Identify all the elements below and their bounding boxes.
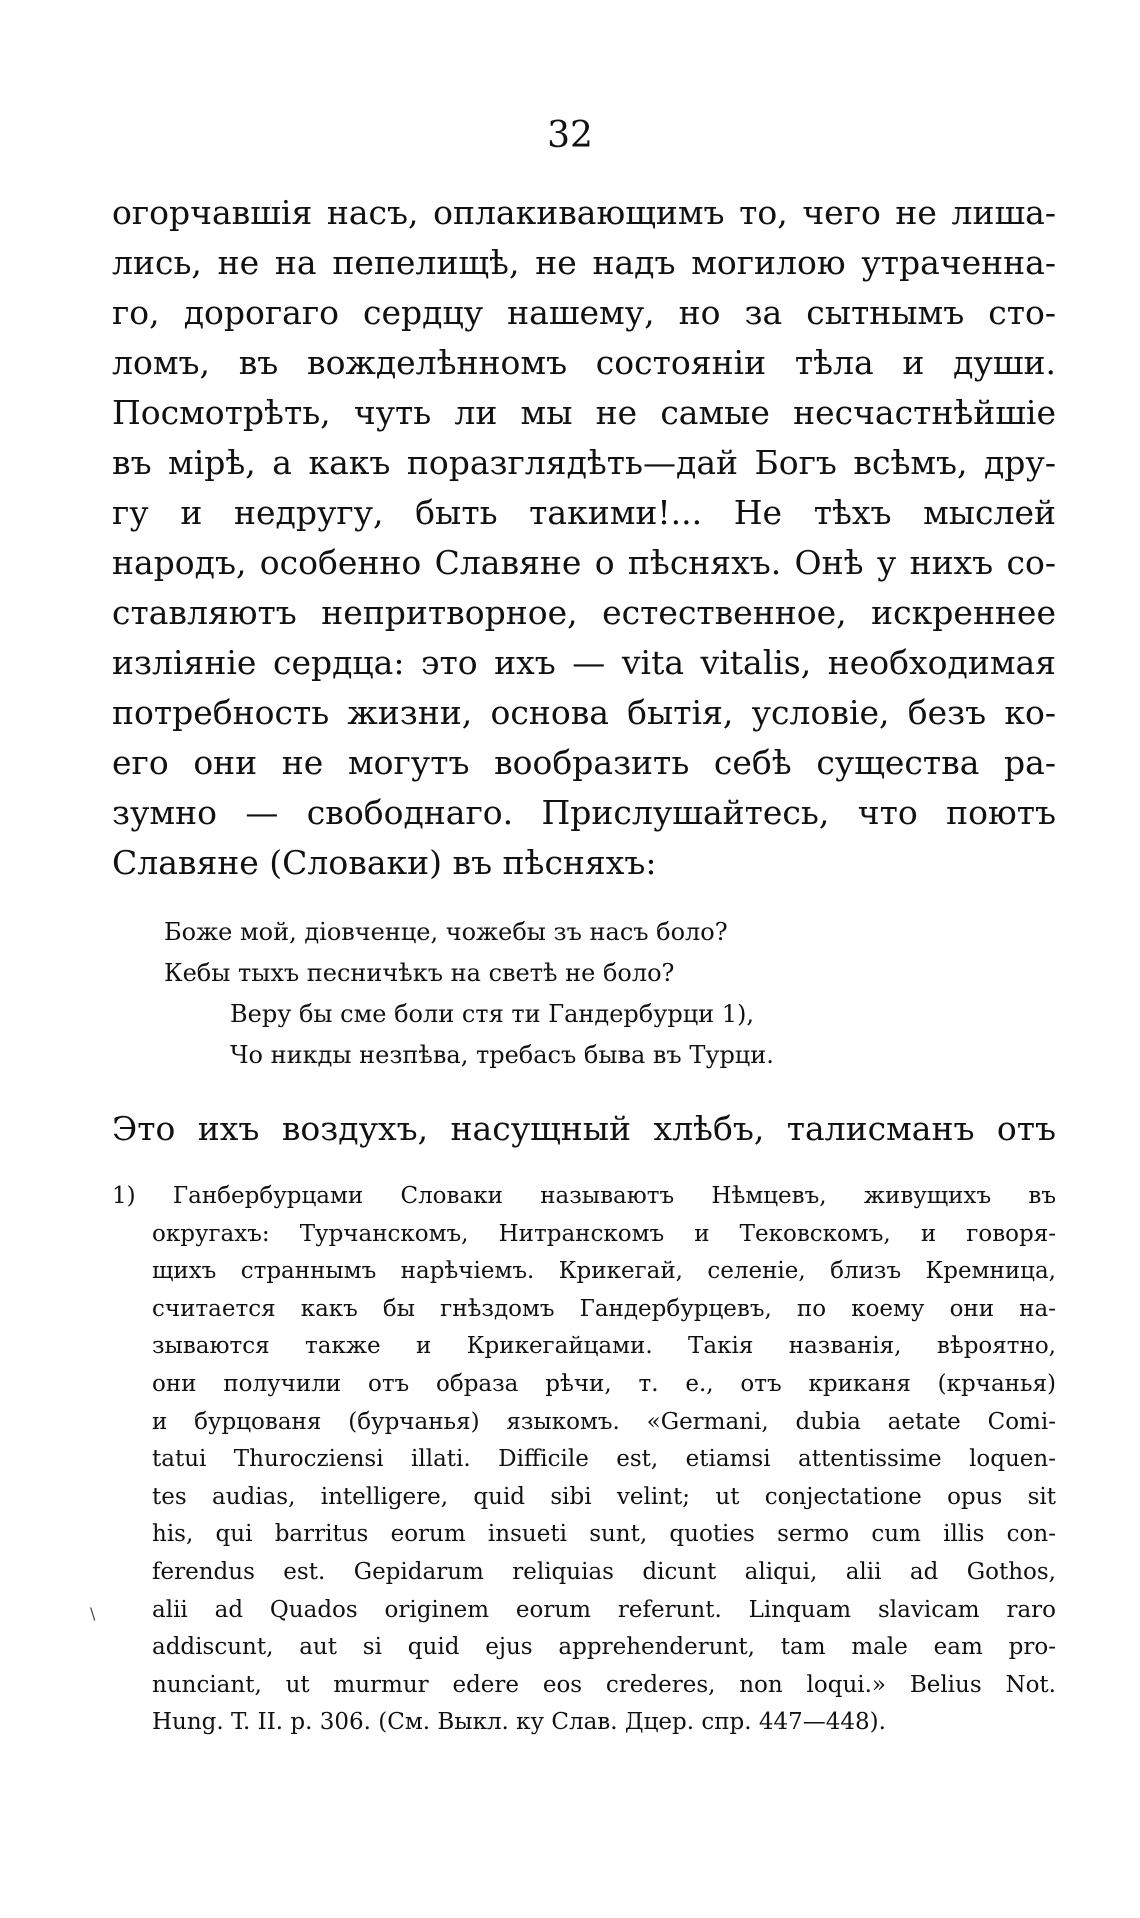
- footnote-line: nunciant, ut murmur edere eos crederes, non loqui.» Belius Not.: [152, 1671, 1056, 1698]
- footnote-line: 1) Ганбербурцами Словаки называютъ Нѣмцевъ, живущихъ въ: [112, 1183, 1056, 1209]
- footnote-line: считается какъ бы гнѣздомъ Гандербурцевъ, по коему они на-: [152, 1295, 1056, 1322]
- text-line: народъ, особенно Славяне о пѣсняхъ. Онѣ у нихъ со-: [112, 543, 1056, 582]
- footnote-line: они получили отъ образа рѣчи, т. е., отъ криканя (крчанья): [152, 1370, 1056, 1397]
- main-text-block: [112, 188, 1056, 888]
- text-line: изліяніе сердца: это ихъ — vita vitalis, необходимая: [112, 643, 1056, 682]
- text-line: въ мірѣ, а какъ поразглядѣть—дай Богъ всѣмъ, дру-: [112, 443, 1056, 482]
- text-line: го, дорогаго сердцу нашему, но за сытнымъ сто-: [112, 293, 1056, 332]
- verse-line: Боже мой, діовченце, чожебы зъ насъ боло?: [164, 918, 728, 946]
- text-line: зумно — свободнаго. Прислушайтесь, что поютъ: [112, 793, 1056, 832]
- footnote-line: и бурцованя (бурчанья) языкомъ. «Germani, dubia aetate Comi-: [152, 1408, 1056, 1435]
- continuation-line: Это ихъ воздухъ, насущный хлѣбъ, талисманъ отъ: [112, 1109, 1056, 1148]
- footnote-line: щихъ страннымъ нарѣчіемъ. Крикегай, селеніе, близъ Кремница,: [152, 1258, 1056, 1285]
- footnote-line: his, qui barritus eorum insueti sunt, quoties sermo cum illis con-: [152, 1521, 1056, 1548]
- text-line: огорчавшія насъ, оплакивающимъ то, чего не лиша-: [112, 193, 1056, 232]
- text-line: ставляютъ непритворное, естественное, искреннее: [112, 593, 1056, 632]
- footnote-line: tatui Thurocziensi illati. Difficile est, etiamsi attentissime loquen-: [152, 1446, 1056, 1473]
- verse-block: [164, 912, 924, 1076]
- footnote-line: зываются также и Крикегайцами. Такія названія, вѣроятно,: [152, 1333, 1056, 1360]
- footnote-line: alii ad Quados originem eorum referunt. Linquam slavicam raro: [152, 1596, 1056, 1623]
- text-line: Посмотрѣть, чуть ли мы не самые несчастнѣйшіе: [112, 393, 1056, 432]
- text-line: гу и недругу, быть такими!... Не тѣхъ мыслей: [112, 493, 1056, 532]
- text-line: потребность жизни, основа бытія, условіе, безъ ко-: [112, 693, 1056, 732]
- text-line: лись, не на пепелищѣ, не надъ могилою утраченна-: [112, 243, 1056, 282]
- footnote-line: округахъ: Турчанскомъ, Нитранскомъ и Тековскомъ, и говоря-: [152, 1220, 1056, 1247]
- footnote-line: addiscunt, aut si quid ejus apprehenderunt, tam male eam pro-: [152, 1634, 1056, 1661]
- verse-line: Чо никды незпѣва, требасъ быва въ Турци.: [230, 1041, 774, 1069]
- verse-line: Кебы тыхъ песничѣкъ на светѣ не боло?: [164, 959, 675, 987]
- footnote-line: tes audias, intelligere, quid sibi velint; ut conjectatione opus sit: [152, 1483, 1056, 1510]
- footnote-line: Hung. T. II. p. 306. (См. Выкл. ку Слав. Дцер. спр. 447—448).: [152, 1709, 886, 1736]
- verse-line: Веру бы сме боли стя ти Гандербурци 1),: [230, 1000, 755, 1028]
- stray-print-mark: \: [90, 1604, 96, 1623]
- text-line: его они не могутъ вообразить себѣ существа ра-: [112, 743, 1056, 782]
- footnote-block: [112, 1178, 1056, 1742]
- text-line: ломъ, въ вожделѣнномъ состояніи тѣла и души.: [112, 343, 1056, 382]
- footnote-line: ferendus est. Gepidarum reliquias dicunt aliqui, alii ad Gothos,: [152, 1558, 1056, 1585]
- page-number: 32: [547, 115, 593, 156]
- text-line: Славяне (Словаки) въ пѣсняхъ:: [112, 843, 657, 882]
